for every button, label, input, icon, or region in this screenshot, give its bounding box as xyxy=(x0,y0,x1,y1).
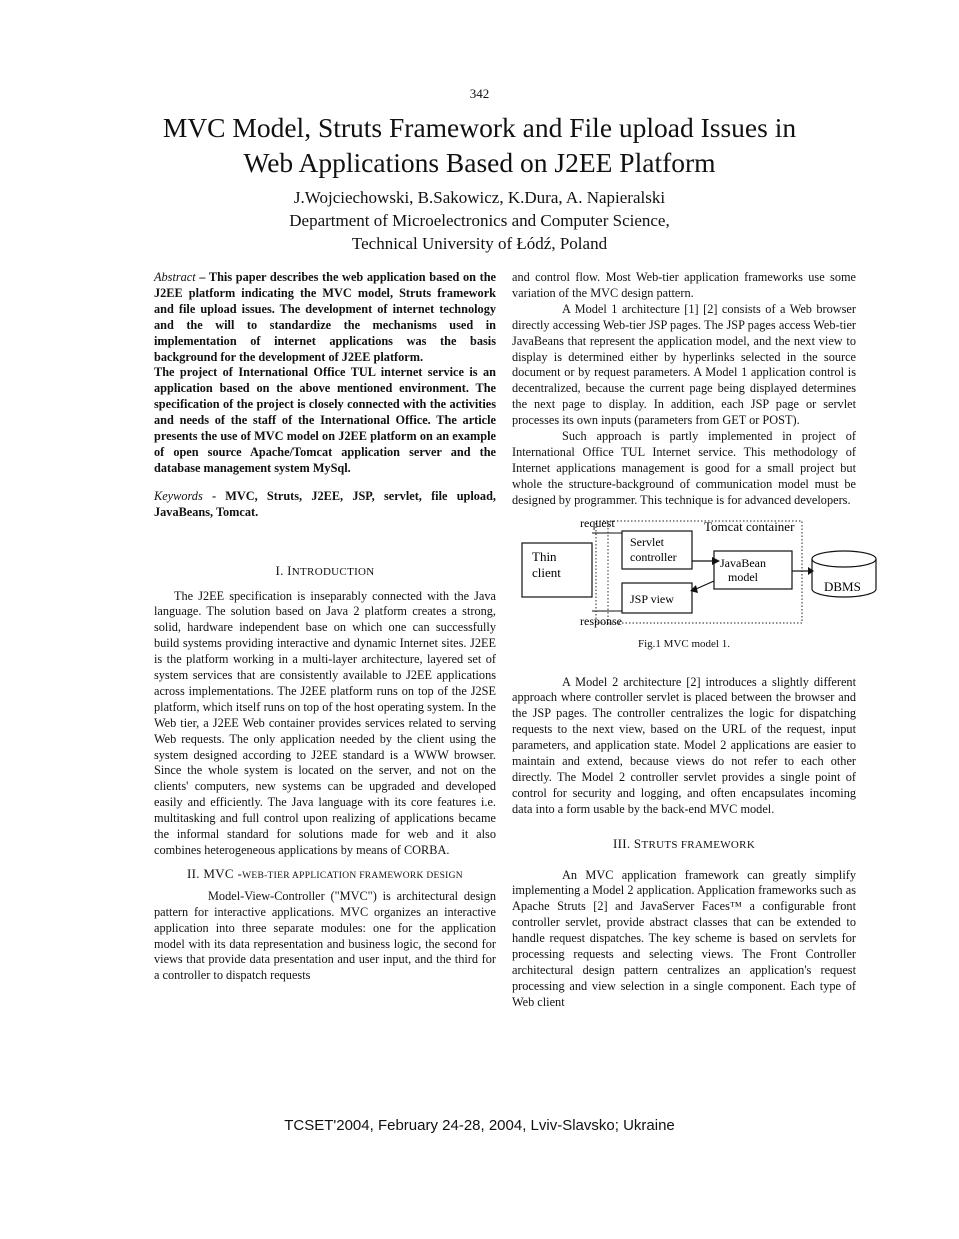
right-paragraph-3: Such approach is partly implemented in project of International Office TUL Internet service. This methodology of Internet applications management is good for a small project but whole the structure-background of communication model must be designed by programmer. This technique is for advanced developers. xyxy=(512,429,856,507)
section-1-title: NTRODUCTION xyxy=(291,565,375,578)
section-1-paragraph: The J2EE specification is inseparably connected with the Java language. The solution based on Java 2 platform creates a strong, solid, hardware independent base on which one can successfully build systems providing interactive and dynamic Internet sites. J2EE is the platform working in a multi-layer architecture, layered set of system services that are consistently available to J2EE applications across implementations. The J2EE platform runs on top of the J2SE platform, which itself runs on top of the host operating system. In the Web tier, a J2EE Web container provides services related to serving Web requests. The only application needed by the client using the system designed according to J2EE standard is a WWW browser. Since the whole system is located on the server, and not on the clients' computers, new systems can be upgraded and developed easily and efficiently. The Java language with its core features i.e. multitasking and full control upon realizing of applications became the informal standard for solutions made for web and it also combines heterogeneous applications by means of CORBA. xyxy=(154,588,496,857)
jsp-view-label: JSP view xyxy=(630,591,674,606)
section-2-number: II. MVC - xyxy=(187,865,243,881)
arrow-model-to-view xyxy=(696,581,714,589)
authors: J.Wojciechowski, B.Sakowicz, K.Dura, A. Napieralski xyxy=(293,188,666,207)
servlet-label: Servlet xyxy=(630,534,664,549)
javabean-label: JavaBean xyxy=(720,555,766,570)
mvc-model-1-figure xyxy=(514,515,876,631)
figure-caption: Fig.1 MVC model 1. xyxy=(638,637,730,650)
keywords-label: Keywords xyxy=(154,488,203,503)
arrow-head-view xyxy=(690,585,698,593)
request-label: request xyxy=(580,515,615,530)
tomcat-label: Tomcat container xyxy=(704,518,795,534)
right-column xyxy=(512,270,861,1011)
keywords-text: - MVC, Struts, J2EE, JSP, servlet, file upload, JavaBeans, Tomcat. xyxy=(154,488,496,519)
title-line-2: Web Applications Based on J2EE Platform xyxy=(243,147,716,178)
thin-label: Thin xyxy=(532,548,557,564)
section-1-number: I. I xyxy=(275,562,292,578)
page-number: 342 xyxy=(469,86,490,101)
section-2-heading xyxy=(154,866,496,885)
section-2-title: WEB-TIER APPLICATION FRAMEWORK DESIGN xyxy=(242,870,463,881)
abstract-paragraph-1 xyxy=(154,270,496,365)
section-2-paragraph: Model-View-Controller ("MVC") is architectural design pattern for interactive applications. MVC organizes an interactive application into three separate modules: one for the application model with its data representation and business logic, the second for views that provide data presentation and user input, and the third for a controller to dispatch requests xyxy=(154,888,496,983)
arrow-head-model xyxy=(712,557,720,565)
client-label: client xyxy=(532,564,561,580)
model-label: model xyxy=(728,569,758,584)
abstract-paragraph-2: The project of International Office TUL internet service is an application based on the above mentioned environment. The specification of the project is closely connected with the activities and needs of the staff of the International Office. The article presents the use of MVC model on J2EE platform on an example of open source Apache/Tomcat application server and the database management system MySql. xyxy=(154,365,496,475)
section-3-heading xyxy=(512,836,856,854)
right-paragraph-1: and control flow. Most Web-tier application frameworks use some variation of the MVC design pattern. xyxy=(512,270,856,300)
keywords xyxy=(154,489,496,521)
controller-label: controller xyxy=(630,549,677,564)
right-paragraph-4: A Model 2 architecture [2] introduces a slightly different approach where controller servlet is placed between the browser and the JSP pages. The controller centralizes the logic for dispatching requests to the next view, based on the URL of the request, input parameters, and application state. Model 2 applications are easier to maintain and extend, because views do not refer to each other directly. The Model 2 controller servlet provides a single point of control for security and logging, and often encapsulates incoming data into a form usable by the back-end MVC model. xyxy=(512,674,856,816)
section-1-heading xyxy=(154,563,496,581)
section-3-number: III. S xyxy=(612,835,642,851)
dbms-cylinder-top xyxy=(812,551,876,567)
section-3-title: TRUTS FRAMEWORK xyxy=(641,838,756,851)
right-paragraph-2: A Model 1 architecture [1] [2] consists of a Web browser directly accessing Web-tier JSP pages. The JSP pages access Web-tier JavaBeans that represent the application model, and the next view to display is determined either by hyperlinks selected in the source document or by request parameters. A Model 1 application control is decentralized, because the current page being displayed determines the next page to display. In addition, each JSP page or servlet processes its own inputs (parameters from GET or POST). xyxy=(512,301,856,428)
title-line-1: MVC Model, Struts Framework and File upload Issues in xyxy=(162,112,797,143)
abstract-label: Abstract xyxy=(154,270,196,284)
abstract-text-1: – This paper describes the web application based on the J2EE platform indicating the MVC model, Struts framework and file upload issues. The development of internet technology and the will to standardize the mechanisms used in implementation of internet applications was the basis background for the development of J2EE platform. xyxy=(154,270,496,364)
tomcat-container-box xyxy=(596,518,802,623)
university: Technical University of Łódź, Poland xyxy=(351,234,608,253)
conference-footer: TCSET'2004, February 24-28, 2004, Lviv-Slavsko; Ukraine xyxy=(284,1117,675,1134)
paper-title xyxy=(40,110,919,180)
department: Department of Microelectronics and Computer Science, xyxy=(289,211,670,230)
response-label: response xyxy=(580,613,622,628)
arrow-head-dbms xyxy=(808,567,814,575)
left-column xyxy=(154,270,496,984)
author-block xyxy=(40,186,919,255)
dbms-label: DBMS xyxy=(824,578,861,594)
right-paragraph-5: An MVC application framework can greatly simplify implementing a Model 2 application. Application frameworks such as Apache Struts [2] and JavaServer Faces™ a configurable front controller servlet, provide abstract classes that can be extended to handle request dispatches. The key scheme is based on servlets for processing requests and selecting views. The Front Controller architectural design pattern centralizes an application's request processing and view selection in a single component. Each type of Web client xyxy=(512,867,856,1009)
